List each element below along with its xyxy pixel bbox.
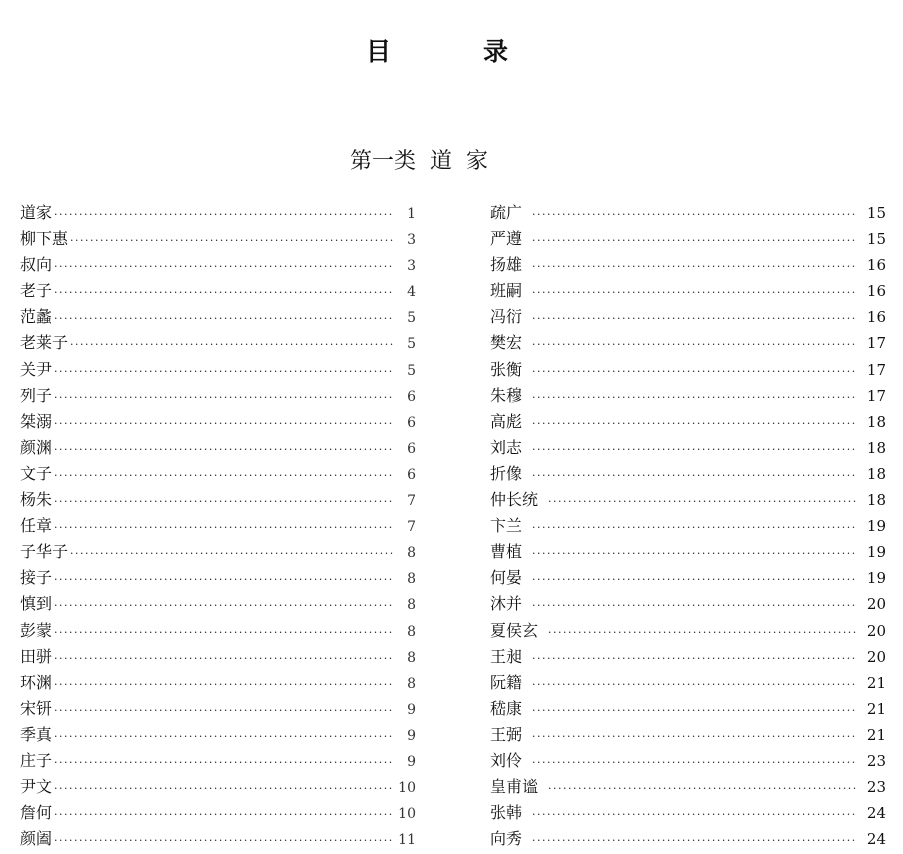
dot-leader [548, 489, 856, 515]
toc-entry-name: 颜渊 [20, 437, 53, 457]
toc-entry-page-number: 21 [866, 699, 886, 718]
dot-leader [532, 280, 856, 306]
toc-entry[interactable] [20, 357, 416, 383]
dot-leader [532, 202, 856, 228]
dot-leader [70, 332, 394, 358]
toc-entry-page-number: 8 [407, 675, 416, 692]
toc-entry-name: 庄子 [20, 750, 53, 770]
toc-entry-name: 樊宏 [490, 333, 523, 353]
dot-leader [54, 750, 394, 776]
page-title-char-1: 目 [366, 37, 392, 66]
dot-leader [54, 698, 394, 724]
toc-entry[interactable] [490, 226, 886, 252]
toc-entry[interactable] [20, 461, 416, 487]
toc-entry-page-number: 19 [866, 569, 886, 588]
toc-entry-name: 杨朱 [20, 490, 53, 510]
dot-leader [54, 280, 394, 306]
toc-entry-name: 叔向 [20, 255, 53, 275]
toc-entry[interactable] [20, 226, 416, 252]
toc-entry-page-number: 21 [866, 725, 886, 744]
toc-entry[interactable] [20, 800, 416, 826]
toc-entry-page-number: 17 [866, 386, 886, 405]
toc-entry-name: 范蠡 [20, 307, 53, 327]
toc-entry-page-number: 11 [398, 832, 416, 849]
toc-entry[interactable] [20, 435, 416, 461]
toc-entry-page-number: 6 [407, 414, 416, 431]
toc-entry-name: 詹何 [20, 803, 53, 823]
toc-entry-name: 列子 [20, 385, 53, 405]
dot-leader [70, 228, 394, 254]
toc-entry-page-number: 6 [407, 440, 416, 457]
toc-entry[interactable] [20, 513, 416, 539]
toc-entry-name: 疏广 [490, 203, 523, 222]
toc-entry-page-number: 5 [407, 362, 416, 379]
toc-entry-page-number: 6 [407, 388, 416, 405]
toc-entry[interactable] [20, 278, 416, 304]
dot-leader [532, 306, 856, 332]
toc-entry[interactable] [490, 383, 886, 409]
dot-leader [532, 698, 856, 724]
toc-entry[interactable] [20, 304, 416, 330]
toc-entry-name: 季真 [20, 724, 53, 744]
toc-entry-name: 扬雄 [490, 255, 523, 275]
dot-leader [54, 463, 394, 489]
toc-entry-page-number: 3 [407, 232, 416, 249]
toc-entry-name: 刘志 [490, 437, 523, 457]
toc-entry-name: 慎到 [20, 594, 53, 614]
dot-leader [532, 254, 856, 280]
toc-entry-page-number: 9 [407, 701, 416, 718]
toc-entry-name: 柳下惠 [20, 229, 69, 249]
dot-leader [532, 567, 856, 593]
toc-entry-page-number: 17 [866, 360, 886, 379]
toc-entry[interactable] [20, 539, 416, 565]
toc-entry-name: 刘伶 [490, 750, 523, 770]
dot-leader [54, 802, 394, 828]
dot-leader [532, 828, 856, 854]
page-title [366, 32, 508, 68]
dot-leader [548, 776, 856, 802]
toc-entry-name: 班嗣 [490, 281, 523, 301]
toc-entry-name: 曹植 [490, 542, 523, 562]
toc-entry[interactable] [490, 774, 886, 800]
dot-leader [54, 828, 394, 854]
toc-entry[interactable] [20, 722, 416, 748]
dot-leader [54, 593, 394, 619]
toc-entry-name: 颜阖 [20, 829, 53, 849]
toc-entry-page-number: 20 [866, 621, 886, 640]
toc-entry-name: 卞兰 [490, 516, 523, 536]
toc-entry-name: 尹文 [20, 777, 53, 797]
dot-leader [54, 724, 394, 750]
toc-entry[interactable] [20, 774, 416, 800]
toc-entry-name: 宋钘 [20, 698, 53, 718]
dot-leader [532, 437, 856, 463]
dot-leader [532, 515, 856, 541]
toc-entry-name: 道家 [20, 203, 53, 222]
toc-entry-name: 桀溺 [20, 411, 53, 431]
toc-entry[interactable] [490, 826, 886, 852]
toc-entry[interactable] [20, 826, 416, 852]
toc-entry[interactable] [490, 357, 886, 383]
toc-entry[interactable] [490, 696, 886, 722]
toc-entry-page-number: 20 [866, 647, 886, 666]
dot-leader [532, 228, 856, 254]
toc-entry-page-number: 7 [407, 493, 416, 510]
toc-entry[interactable] [490, 252, 886, 278]
toc-entry-page-number: 21 [866, 673, 886, 692]
toc-entry-name: 彭蒙 [20, 620, 53, 640]
toc-entry-name: 阮籍 [490, 672, 523, 692]
dot-leader [532, 672, 856, 698]
toc-entry-page-number: 15 [866, 230, 886, 249]
toc-entry[interactable] [490, 461, 886, 487]
dot-leader [54, 567, 394, 593]
toc-entry-page-number: 1 [407, 206, 416, 222]
dot-leader [70, 541, 394, 567]
toc-entry[interactable] [490, 278, 886, 304]
toc-entry-page-number: 10 [398, 780, 416, 797]
toc-entry-name: 嵇康 [490, 698, 523, 718]
toc-entry-name: 文子 [20, 463, 53, 483]
toc-entry[interactable] [490, 513, 886, 539]
toc-entry[interactable] [490, 409, 886, 435]
toc-entry-page-number: 8 [407, 597, 416, 614]
dot-leader [54, 515, 394, 541]
toc-entry-page-number: 18 [866, 412, 886, 431]
dot-leader [54, 672, 394, 698]
toc-entry[interactable] [490, 800, 886, 826]
toc-entry-page-number: 24 [866, 830, 886, 849]
toc-entry[interactable] [490, 748, 886, 774]
toc-entry[interactable] [20, 330, 416, 356]
toc-entry[interactable] [490, 435, 886, 461]
dot-leader [532, 724, 856, 750]
toc-entry-name: 朱穆 [490, 385, 523, 405]
toc-entry[interactable] [490, 304, 886, 330]
toc-entry[interactable] [20, 383, 416, 409]
toc-entry-page-number: 3 [407, 258, 416, 275]
toc-entry[interactable] [20, 252, 416, 278]
toc-entry-page-number: 8 [407, 649, 416, 666]
toc-entry-page-number: 17 [866, 334, 886, 353]
toc-entry-name: 老子 [20, 281, 53, 301]
dot-leader [54, 411, 394, 437]
toc-entry-name: 张韩 [490, 803, 523, 823]
toc-entry-name: 高彪 [490, 411, 523, 431]
toc-entry-page-number: 16 [866, 256, 886, 275]
toc-entry-name: 严遵 [490, 229, 523, 249]
toc-entry-page-number: 6 [407, 466, 416, 483]
toc-entry[interactable] [20, 409, 416, 435]
toc-entry-page-number: 18 [866, 491, 886, 510]
toc-entry-page-number: 8 [407, 571, 416, 588]
toc-entry[interactable] [490, 722, 886, 748]
dot-leader [54, 489, 394, 515]
toc-entry-name: 张衡 [490, 359, 523, 379]
toc-entry-page-number: 23 [866, 751, 886, 770]
dot-leader [54, 776, 394, 802]
toc-entry[interactable] [490, 644, 886, 670]
dot-leader [532, 593, 856, 619]
toc-entry[interactable] [490, 670, 886, 696]
toc-entry-name: 何晏 [490, 568, 523, 588]
dot-leader [54, 254, 394, 280]
dot-leader [54, 437, 394, 463]
toc-entry-page-number: 20 [866, 595, 886, 614]
toc-entry-name: 皇甫谧 [490, 777, 539, 797]
toc-left-column [20, 200, 416, 852]
toc-entry[interactable] [20, 696, 416, 722]
toc-entry-name: 向秀 [490, 829, 523, 849]
toc-entry[interactable] [20, 618, 416, 644]
toc-entry-name: 沐并 [490, 594, 523, 614]
toc-entry-page-number: 5 [407, 336, 416, 353]
toc-entry-page-number: 19 [866, 517, 886, 536]
toc-entry-name: 接子 [20, 568, 53, 588]
toc-entry-name: 王昶 [490, 646, 523, 666]
dot-leader [548, 620, 856, 646]
toc-entry-name: 仲长统 [490, 490, 539, 510]
toc-entry-page-number: 24 [866, 804, 886, 823]
dot-leader [532, 332, 856, 358]
toc-right-column [490, 200, 886, 852]
toc-entry-name: 田骈 [20, 646, 53, 666]
toc-entry-page-number: 8 [407, 623, 416, 640]
toc-entry-page-number: 18 [866, 464, 886, 483]
toc-entry[interactable] [20, 591, 416, 617]
section-title: 第一类 道 家 [350, 149, 488, 174]
dot-leader [532, 541, 856, 567]
toc-entry-page-number: 19 [866, 543, 886, 562]
toc-entry-name: 子华子 [20, 542, 69, 562]
dot-leader [532, 750, 856, 776]
toc-entry-page-number: 18 [866, 438, 886, 457]
toc-entry-name: 任章 [20, 516, 53, 536]
page-title-char-2: 录 [483, 37, 509, 66]
dot-leader [54, 646, 394, 672]
toc-entry-name: 折像 [490, 463, 523, 483]
dot-leader [532, 646, 856, 672]
toc-entry-name: 环渊 [20, 672, 53, 692]
dot-leader [532, 385, 856, 411]
toc-entry-page-number: 5 [407, 310, 416, 327]
toc-entry[interactable] [490, 200, 886, 226]
dot-leader [54, 620, 394, 646]
toc-entry[interactable] [20, 748, 416, 774]
toc-entry[interactable] [490, 487, 886, 513]
dot-leader [532, 463, 856, 489]
toc-entry-name: 冯衍 [490, 307, 523, 327]
dot-leader [54, 385, 394, 411]
dot-leader [532, 802, 856, 828]
toc-entry[interactable] [490, 591, 886, 617]
toc-entry-page-number: 15 [866, 204, 886, 222]
toc-entry-name: 王弼 [490, 724, 523, 744]
dot-leader [532, 411, 856, 437]
toc-entry-page-number: 8 [407, 545, 416, 562]
toc-entry[interactable] [490, 330, 886, 356]
toc-entry-page-number: 9 [407, 727, 416, 744]
toc-entry[interactable] [490, 618, 886, 644]
toc-entry-name: 老莱子 [20, 333, 69, 353]
toc-entry-page-number: 7 [407, 519, 416, 536]
toc-entry[interactable] [490, 539, 886, 565]
toc-entry-name: 关尹 [20, 359, 53, 379]
toc-entry-page-number: 10 [398, 806, 416, 823]
toc-entry-name: 夏侯玄 [490, 620, 539, 640]
toc-entry-page-number: 16 [866, 282, 886, 301]
dot-leader [532, 359, 856, 385]
toc-entry-page-number: 4 [407, 284, 416, 301]
dot-leader [54, 306, 394, 332]
toc-entry-page-number: 9 [407, 753, 416, 770]
toc-entry-page-number: 16 [866, 308, 886, 327]
dot-leader [54, 202, 394, 228]
toc-entry[interactable] [20, 644, 416, 670]
toc-entry[interactable] [20, 565, 416, 591]
toc-entry[interactable] [20, 200, 416, 226]
dot-leader [54, 359, 394, 385]
toc-entry-page-number: 23 [866, 778, 886, 797]
toc-entry[interactable] [20, 487, 416, 513]
toc-entry[interactable] [490, 565, 886, 591]
toc-entry[interactable] [20, 670, 416, 696]
